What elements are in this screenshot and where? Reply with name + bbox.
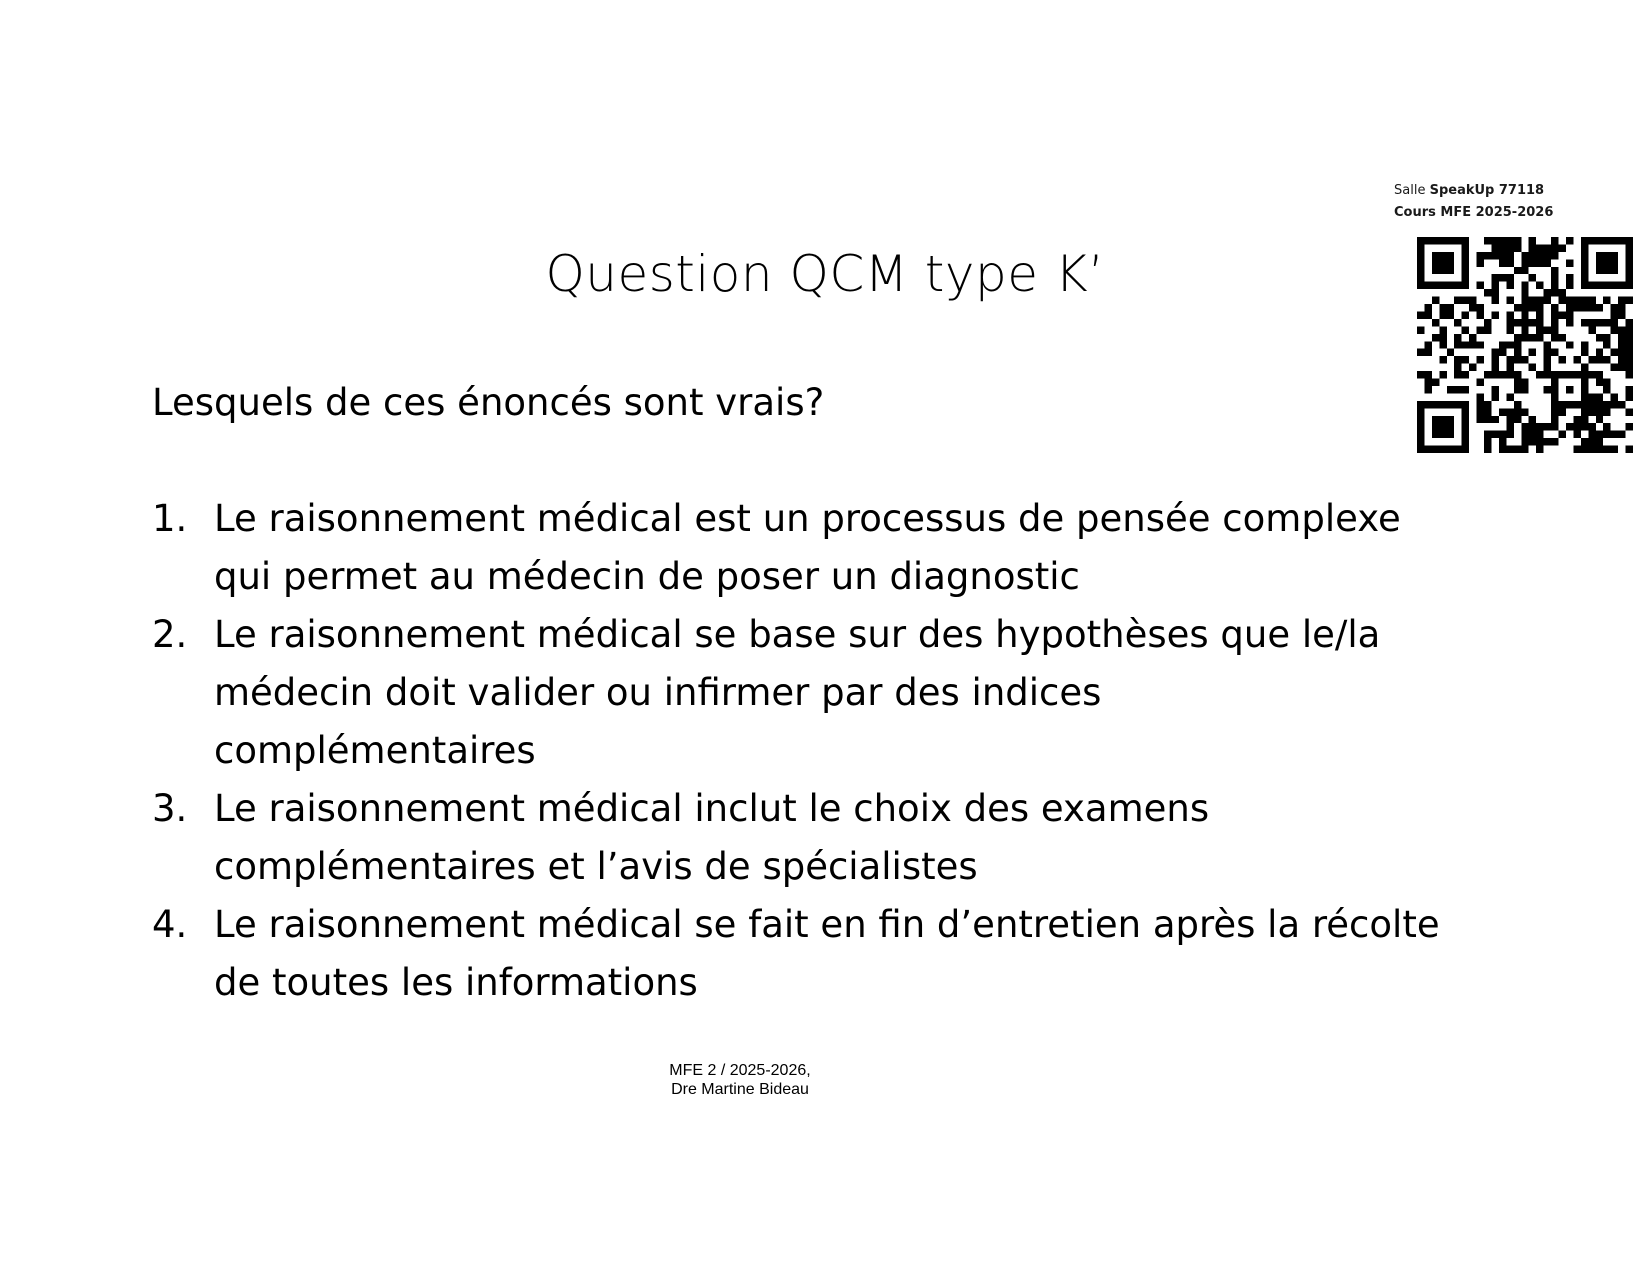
question-prompt: Lesquels de ces énoncés sont vrais? <box>152 381 825 424</box>
qr-course-name: Cours MFE 2025-2026 <box>1394 205 1554 220</box>
answer-line: complémentaires et l’avis de spécialistes <box>214 845 978 888</box>
answer-line: médecin doit valider ou infirmer par des indices <box>214 671 1102 714</box>
slide-footer <box>560 1061 920 1099</box>
footer-author: Dre Martine Bideau <box>671 1081 809 1098</box>
qr-caption-room <box>1394 180 1622 202</box>
answer-item <box>152 780 1532 896</box>
answer-line: Le raisonnement médical est un processus de pensée complexe <box>214 497 1401 540</box>
qr-room-prefix: Salle <box>1394 183 1430 198</box>
slide-title: Question QCM type K’ <box>545 245 1105 303</box>
answer-number: 1. <box>152 497 188 540</box>
answer-line: Le raisonnement médical se fait en fin d’entretien après la récolte <box>214 903 1440 946</box>
qr-code-icon <box>1417 237 1633 453</box>
answer-number: 3. <box>152 787 188 830</box>
qr-caption-course <box>1394 202 1622 224</box>
qr-room-code: SpeakUp 77118 <box>1429 183 1545 198</box>
answer-list <box>152 490 1532 1012</box>
qr-block <box>1392 180 1622 224</box>
answer-line: Le raisonnement médical se base sur des hypothèses que le/la <box>214 613 1381 656</box>
answer-line: de toutes les informations <box>214 961 698 1004</box>
answer-line: complémentaires <box>214 729 536 772</box>
answer-item <box>152 896 1532 1012</box>
answer-item <box>152 606 1532 780</box>
answer-number: 2. <box>152 613 188 656</box>
answer-line: qui permet au médecin de poser un diagnostic <box>214 555 1080 598</box>
footer-course: MFE 2 / 2025-2026, <box>669 1062 811 1079</box>
answer-number: 4. <box>152 903 188 946</box>
answer-item <box>152 490 1532 606</box>
answer-line: Le raisonnement médical inclut le choix des examens <box>214 787 1210 830</box>
